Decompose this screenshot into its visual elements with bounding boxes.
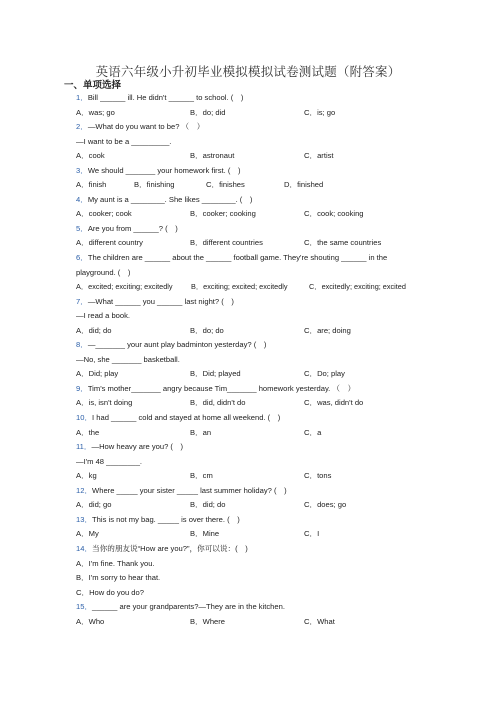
option-a[interactable]: A．did; go (76, 500, 112, 510)
options-1 (76, 106, 428, 121)
option-b[interactable]: B．did; do (190, 500, 226, 510)
question-11-answer-line: —I'm 48 ________. (76, 456, 143, 466)
option-b[interactable]: B．do; did (190, 107, 226, 117)
option-b[interactable]: B．Where (190, 616, 226, 626)
question-9: 9．Tim's mother_______ angry because Tim_______ homework yesterday. （ ） (76, 383, 356, 393)
option-b[interactable]: B．finishing (134, 180, 175, 190)
question-2-answer-line: —I want to be a _________. (76, 136, 172, 146)
option-b[interactable]: B．I'm sorry to hear that. (76, 573, 161, 583)
options-12 (76, 498, 428, 513)
question-4: 4．My aunt is a ________. She likes ________. ( ) (76, 194, 253, 204)
option-a[interactable]: A．different country (76, 238, 143, 248)
option-b[interactable]: B．Mine (190, 529, 220, 539)
option-a[interactable]: A．Who (76, 616, 105, 626)
option-a[interactable]: A．was; go (76, 107, 115, 117)
option-a[interactable]: A．cook (76, 151, 105, 161)
question-13: 13．This is not my bag. _____ is over there. ( ) (76, 514, 240, 524)
option-b[interactable]: B．astronaut (190, 151, 235, 161)
option-c[interactable]: C．are; doing (304, 325, 351, 335)
option-a[interactable]: A．the (76, 427, 100, 437)
question-6: 6．The children are ______ about the ______ football game. They're shouting ______ in the playground. ( ) (76, 253, 388, 277)
question-1: 1．Bill ______ ill. He didn't ______ to school. ( ) (76, 93, 244, 102)
option-a[interactable]: A．My (76, 529, 99, 539)
option-c[interactable]: C．does; go (304, 500, 347, 510)
options-15 (76, 615, 428, 630)
option-c[interactable]: C．is; go (304, 107, 336, 117)
question-8-answer-line: —No, she _______ basketball. (76, 354, 180, 364)
option-d[interactable]: D．finished (284, 180, 324, 190)
option-c[interactable]: C．tons (304, 471, 332, 481)
question-list (76, 91, 428, 629)
option-a[interactable]: A．I'm fine. Thank you. (76, 558, 155, 568)
option-c[interactable]: C．cook; cooking (304, 209, 364, 219)
question-15: 15．______ are your grandparents?—They are in the kitchen. (76, 602, 285, 612)
option-c[interactable]: C．excitedly; exciting; excited (309, 282, 406, 292)
option-a[interactable]: A．kg (76, 471, 97, 481)
question-7-answer-line: —I read a book. (76, 311, 131, 321)
option-a[interactable]: A．finish (76, 180, 107, 190)
question-7: 7．—What ______ you ______ last night? ( ) (76, 296, 234, 306)
options-8 (76, 367, 428, 382)
options-10 (76, 426, 428, 441)
option-a[interactable]: A．excited; exciting; excitedly (76, 282, 173, 292)
options-7 (76, 324, 428, 339)
option-c[interactable]: C．Do; play (304, 369, 345, 379)
option-c[interactable]: C．What (304, 616, 335, 626)
question-10: 10．I had ______ cold and stayed at home all weekend. ( ) (76, 413, 281, 423)
options-11 (76, 469, 428, 484)
question-11: 11．—How heavy are you? ( ) (76, 442, 184, 452)
question-12: 12．Where _____ your sister _____ last summer holiday? ( ) (76, 485, 287, 495)
option-b[interactable]: B．exciting; excited; excitedly (191, 282, 288, 292)
option-c[interactable]: C．How do you do? (76, 587, 144, 597)
option-a[interactable]: A．cooker; cook (76, 209, 132, 219)
question-5: 5．Are you from ______? ( ) (76, 223, 178, 233)
option-c[interactable]: C．finishes (206, 180, 245, 190)
page-title: 英语六年级小升初毕业模拟模拟试卷测试题（附答案） (95, 65, 401, 79)
option-a[interactable]: A．is, isn't doing (76, 398, 133, 408)
options-4 (76, 207, 428, 222)
option-c[interactable]: C．the same countries (304, 238, 382, 248)
option-a[interactable]: A．did; do (76, 325, 112, 335)
question-2: 2．—What do you want to be? （ ） (76, 122, 205, 132)
option-b[interactable]: B．do; do (190, 325, 224, 335)
option-b[interactable]: B．Did; played (190, 369, 241, 379)
question-8: 8．—_______ your aunt play badminton yesterday? ( ) (76, 340, 267, 350)
option-b[interactable]: B．did, didn't do (190, 398, 246, 408)
option-c[interactable]: C．was, didn't do (304, 398, 364, 408)
section-heading: 一、单项选择 (64, 80, 122, 91)
question-14: 14．当你的朋友说“How are you?”，你可以说：( ) (76, 543, 248, 553)
option-b[interactable]: B．an (190, 427, 212, 437)
option-c[interactable]: C．I (304, 529, 320, 539)
question-3: 3．We should _______ your homework first. ( ) (76, 165, 241, 175)
option-b[interactable]: B．different countries (190, 238, 263, 248)
option-b[interactable]: B．cooker; cooking (190, 209, 256, 219)
option-c[interactable]: C．a (304, 427, 322, 437)
options-9 (76, 396, 428, 411)
option-a[interactable]: A．Did; play (76, 369, 119, 379)
option-b[interactable]: B．cm (190, 471, 213, 481)
options-2 (76, 149, 428, 164)
options-5 (76, 236, 428, 251)
option-c[interactable]: C．artist (304, 151, 334, 161)
options-6 (76, 280, 428, 295)
options-3 (76, 178, 428, 193)
options-13 (76, 527, 428, 542)
